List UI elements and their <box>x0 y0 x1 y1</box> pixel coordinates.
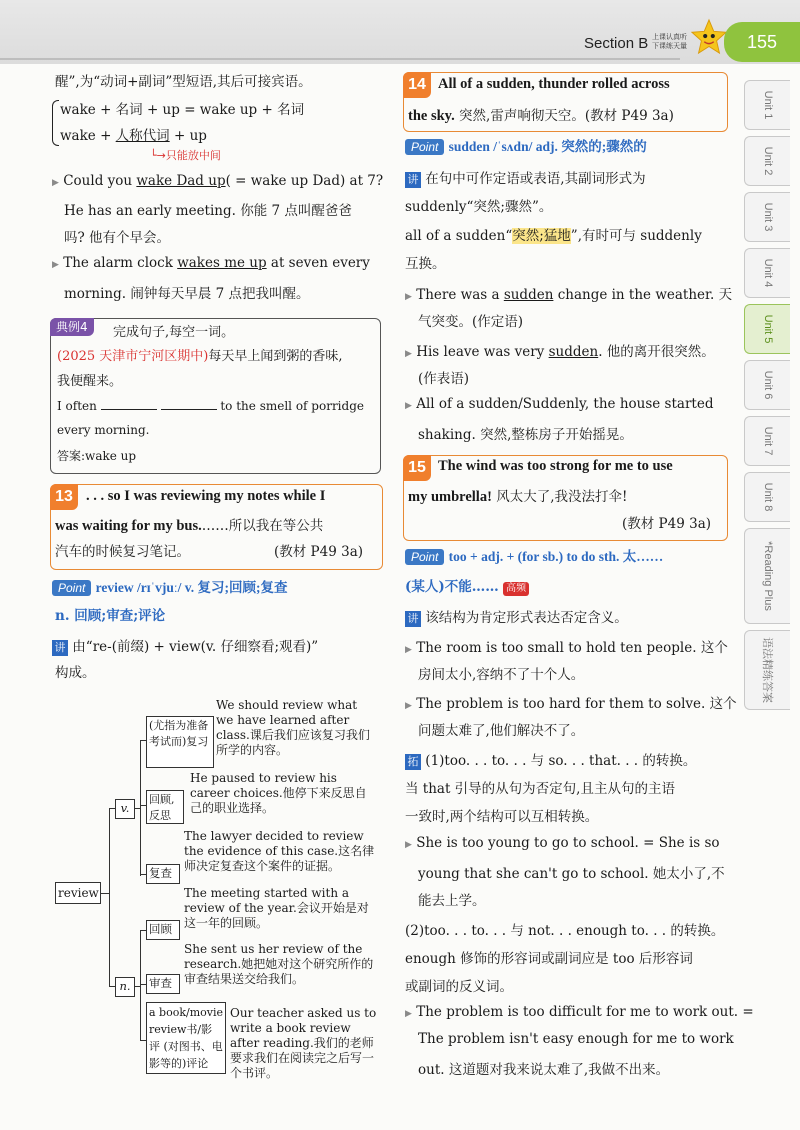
item-14-sentence: All of a sudden, thunder rolled across <box>438 76 670 92</box>
mind-v3-example: The lawyer decided to review the evidence of this case.这名律师决定复查这个案件的证据。 <box>184 829 375 873</box>
explain-sudden-4: 互换。 <box>405 256 446 272</box>
example-too-4-line2: The problem isn't easy enough for me to work <box>418 1031 734 1047</box>
tab-unit-5[interactable]: Unit 5 <box>744 304 790 354</box>
example-blank-sentence-2: every morning. <box>57 423 150 437</box>
example-too-4-line3: out. 这道题对我来说太难了,我做不出来。 <box>418 1062 670 1078</box>
example-1-line3: 吗? 他有个早会。 <box>64 230 171 246</box>
note-middle-only: └→只能放中间 <box>150 149 221 162</box>
item-13-sentence-2: was waiting for my bus.……所以我在等公共 <box>55 518 324 534</box>
item-15-sentence-2: my umbrella! 风太大了,我没法打伞! <box>408 489 628 505</box>
tab-unit-3[interactable]: Unit 3 <box>744 192 790 242</box>
formula-2: wake + 人称代词 + up <box>60 128 207 144</box>
page-header <box>0 0 800 64</box>
tab-grammar-answers[interactable]: 语法精练答案 <box>744 630 790 710</box>
mind-n2-example: She sent us her review of the research.她把她对这个研究所作的审查结果送交给我们。 <box>184 942 374 986</box>
mind-root: review <box>55 882 101 904</box>
extend-6: 或副词的反义词。 <box>405 979 513 995</box>
item-15-number: 15 <box>403 455 431 481</box>
example-2-line2: morning. 闹钟每天早晨 7 点把我叫醒。 <box>64 286 310 302</box>
formula-brace <box>52 100 59 146</box>
extend-1: 拓 (1)too. . . to. . . 与 so. . . that. . . 的转换。 <box>405 749 696 770</box>
example-answer: 答案:wake up <box>57 449 137 463</box>
tab-unit-8[interactable]: Unit 8 <box>744 472 790 522</box>
explain-review-2: 构成。 <box>55 665 96 681</box>
example-sudden-2: ▶ His leave was very sudden. 他的离开很突然。 <box>405 344 715 360</box>
item-13-source: (教材 P49 3a) <box>274 544 364 560</box>
mind-v3: 复查 <box>146 864 180 884</box>
mind-v2: 回顾,反思 <box>146 790 184 824</box>
example-too-3: ▶ She is too young to go to school. = She is so <box>405 835 720 851</box>
example-1-line2: He has an early meeting. 你能 7 点叫醒爸爸 <box>64 203 352 219</box>
point-too-to: Point too + adj. + (for sb.) to do sth. 太…… <box>405 545 663 565</box>
explain-sudden-3: all of a sudden“突然;猛地”,有时可与 suddenly <box>405 228 702 244</box>
example-sudden-3-line2: shaking. 突然,整栋房子开始摇晃。 <box>418 427 633 443</box>
example-sudden-3: ▶ All of a sudden/Suddenly, the house started <box>405 396 714 412</box>
mind-v2-example: He paused to review his career choices.他停下来反思自己的职业选择。 <box>190 771 367 815</box>
example-blank-sentence: I often to the smell of porridge <box>57 399 364 413</box>
example-title: 完成句子,每空一词。 <box>113 325 235 340</box>
tab-unit-7[interactable]: Unit 7 <box>744 416 790 466</box>
tab-unit-4[interactable]: Unit 4 <box>744 248 790 298</box>
example-sudden-1: ▶ There was a sudden change in the weather. 天 <box>405 287 733 303</box>
example-too-4: ▶ The problem is too difficult for me to work out. = <box>405 1004 754 1020</box>
mind-noun-node: n. <box>115 977 135 997</box>
extend-3: 一致时,两个结构可以互相转换。 <box>405 809 599 825</box>
text-line: 醒”,为“动词+副词”型短语,其后可接宾语。 <box>55 74 312 90</box>
item-14-number: 14 <box>403 72 431 98</box>
example-too-1: ▶ The room is too small to hold ten people. 这个 <box>405 640 728 656</box>
example-too-3-line2: young that she can't go to school. 她太小了,不 <box>418 866 725 882</box>
explain-sudden: 讲 在句中可作定语或表语,其副词形式为 <box>405 167 646 188</box>
example-tag: 典例4 <box>50 318 94 336</box>
example-sudden-1-line2: 气突变。(作定语) <box>418 314 524 330</box>
example-box-4 <box>50 318 381 474</box>
mind-v1: (尤指为准备考试而)复习 <box>146 716 214 768</box>
explain-too-to: 讲 该结构为肯定形式表达否定含义。 <box>405 606 628 627</box>
mind-n1-example: The meeting started with a review of the year.会议开始是对这一年的回顾。 <box>184 886 369 930</box>
example-too-2-line2: 问题太难了,他们解决不了。 <box>418 723 585 739</box>
tab-unit-6[interactable]: Unit 6 <box>744 360 790 410</box>
mind-n1: 回顾 <box>146 920 180 940</box>
item-14-sentence-2: the sky. 突然,雷声响彻天空。(教材 P49 3a) <box>408 108 674 124</box>
point-too-to-2: (某人)不能…… 高频 <box>405 575 529 596</box>
item-13-sentence: . . . so I was reviewing my notes while I <box>86 488 326 504</box>
item-15-source: (教材 P49 3a) <box>622 516 712 532</box>
example-too-3-line3: 能去上学。 <box>418 893 486 909</box>
page-number: 155 <box>724 22 800 62</box>
mind-n3-example: Our teacher asked us to write a book review after reading.我们的老师要求我们在阅读完之后写一个书评。 <box>230 1006 377 1080</box>
mind-verb-node: v. <box>115 799 135 819</box>
point-review-noun: n. 回顾;审查;评论 <box>55 608 166 624</box>
example-sudden-2-line2: (作表语) <box>418 371 470 387</box>
tab-unit-2[interactable]: Unit 2 <box>744 136 790 186</box>
item-15-sentence: The wind was too strong for me to use <box>438 458 673 474</box>
item-13-number: 13 <box>50 484 78 510</box>
mind-n3: a book/movie review书/影评 (对图书、电影等的)评论 <box>146 1002 226 1074</box>
tab-unit-1[interactable]: Unit 1 <box>744 80 790 130</box>
header-rule <box>0 58 680 60</box>
point-review: Point review /rɪˈvjuː/ v. 复习;回顾;复查 <box>52 576 288 596</box>
example-question-2: 我便醒来。 <box>57 374 123 389</box>
section-label: Section B <box>584 35 649 52</box>
extend-4: (2)too. . . to. . . 与 not. . . enough to. . . 的转换。 <box>405 923 725 939</box>
extend-5: enough 修饰的形容词或副词应是 too 后形容词 <box>405 951 693 967</box>
star-mascot-icon <box>690 18 728 56</box>
explain-sudden-2: suddenly“突然;骤然”。 <box>405 199 553 215</box>
tab-reading-plus[interactable]: *Reading Plus <box>744 528 790 624</box>
formula-1: wake + 名词 + up = wake up + 名词 <box>60 102 305 118</box>
example-too-2: ▶ The problem is too hard for them to solve. 这个 <box>405 696 737 712</box>
example-1: ▶ Could you wake Dad up( = wake up Dad) at 7? <box>52 173 384 189</box>
example-question: (2025 天津市宁河区期中)每天早上闻到粥的香味, <box>57 349 343 364</box>
example-2: ▶ The alarm clock wakes me up at seven every <box>52 255 370 271</box>
point-sudden: Point sudden /ˈsʌdn/ adj. 突然的;骤然的 <box>405 135 647 155</box>
item-13-translation: 汽车的时候复习笔记。 <box>55 544 190 560</box>
explain-review: 讲 由“re-(前缀) + view(v. 仔细察看;观看)” <box>52 635 318 656</box>
header-slogan: 上课认真听 下课练天量 <box>652 33 687 50</box>
extend-2: 当 that 引导的从句为否定句,且主从句的主语 <box>405 781 675 797</box>
mind-n2: 审查 <box>146 974 180 994</box>
mind-v1-example: We should review what we have learned after class.课后我们应该复习我们所学的内容。 <box>216 698 370 757</box>
example-too-1-line2: 房间太小,容纳不了十个人。 <box>418 667 585 683</box>
